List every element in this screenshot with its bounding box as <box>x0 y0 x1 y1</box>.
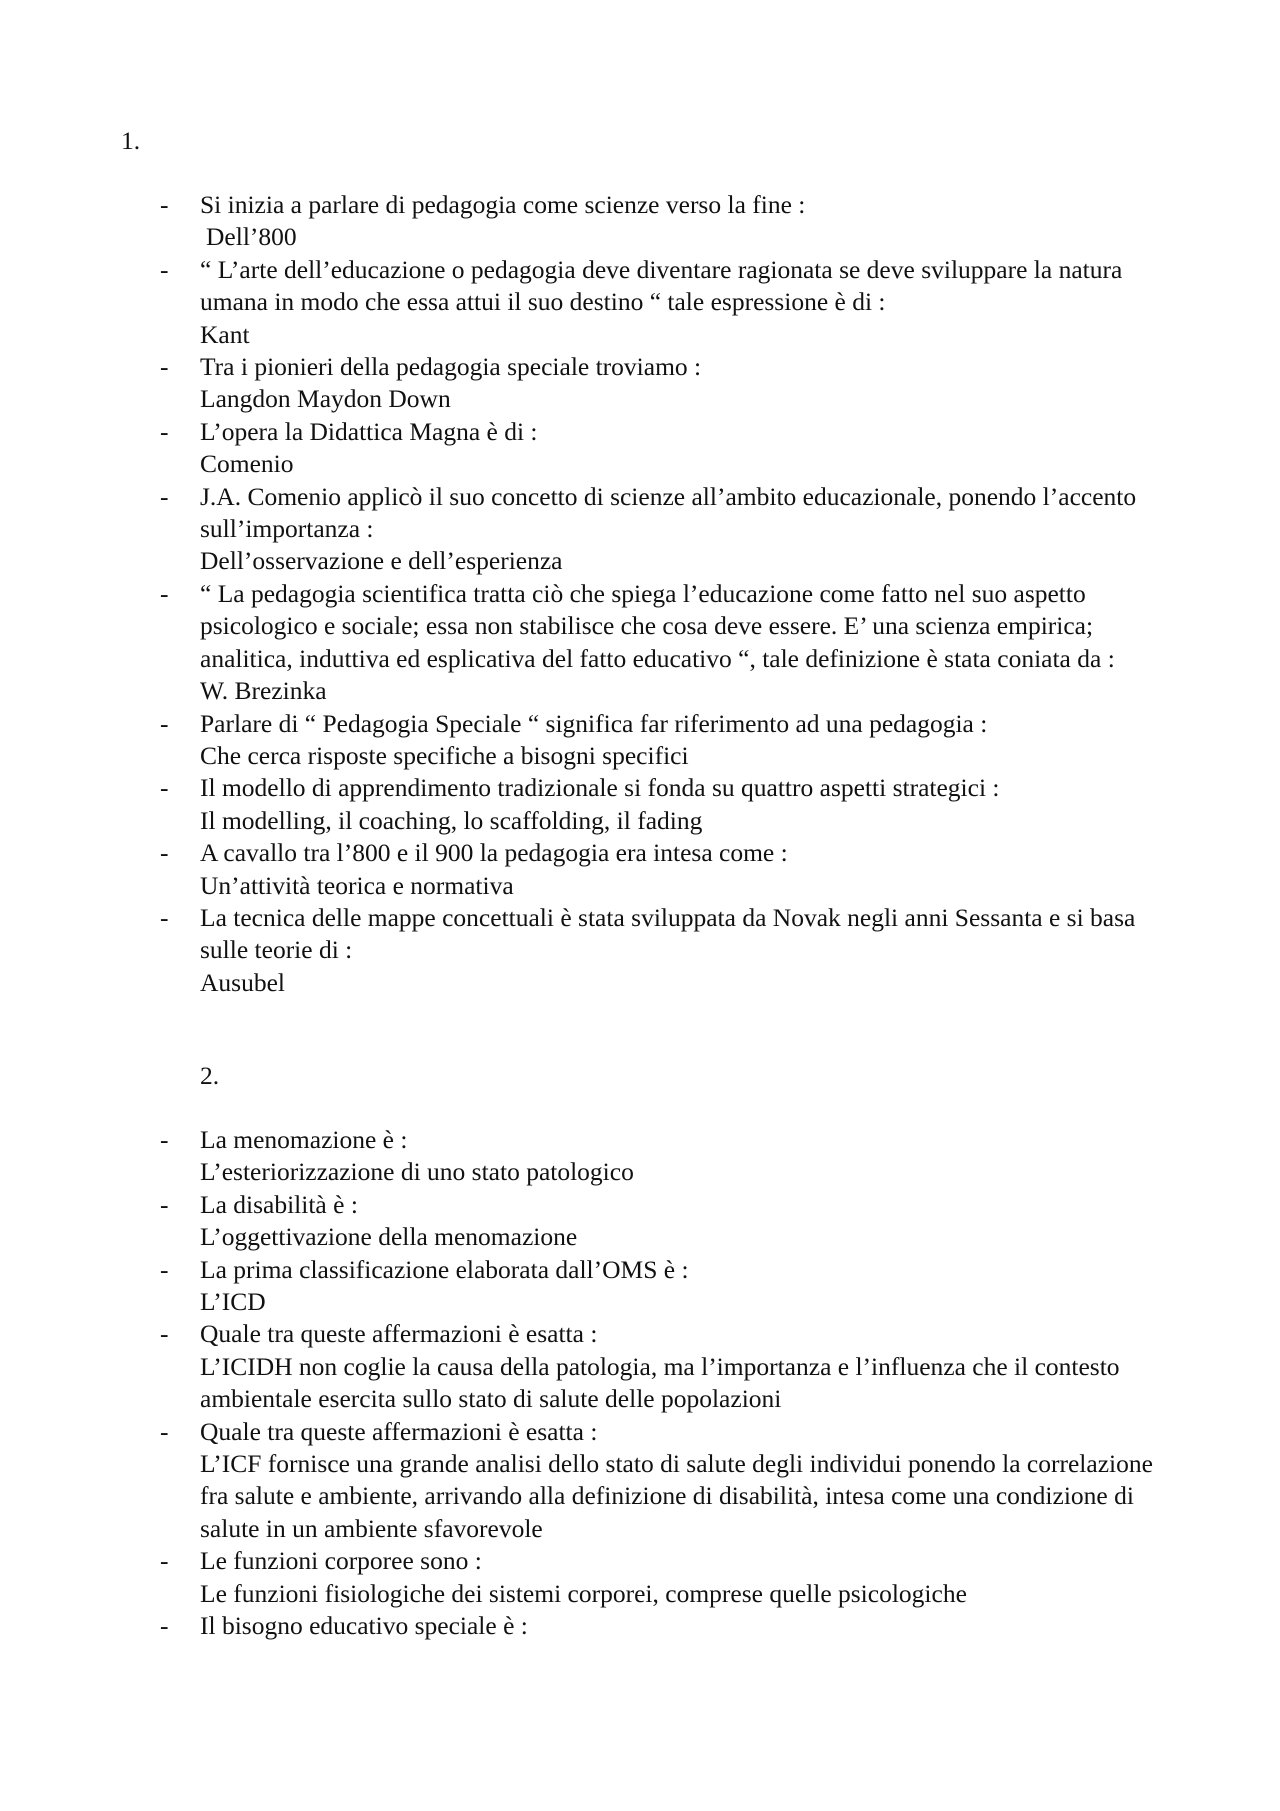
question-text: Le funzioni corporee sono : <box>200 1546 482 1576</box>
question-text: Quale tra queste affermazioni è esatta : <box>200 1319 598 1349</box>
list-item <box>0 1124 1280 1189</box>
bullet-dash: - <box>160 773 169 803</box>
question-text: La menomazione è : <box>200 1125 408 1154</box>
answer-text: Ausubel <box>200 967 285 997</box>
section-1-list <box>0 189 1280 999</box>
answer-text: L’esteriorizzazione di uno stato patologico <box>200 1157 634 1187</box>
list-item <box>0 772 1280 837</box>
list-item <box>0 1254 1280 1319</box>
list-item <box>0 1416 1280 1546</box>
answer-text: L’oggettivazione della menomazione <box>200 1222 578 1252</box>
bullet-dash: - <box>160 1254 169 1284</box>
answer-text: Un’attività teorica e normativa <box>200 870 514 900</box>
question-text: Quale tra queste affermazioni è esatta : <box>200 1416 598 1446</box>
list-item <box>0 351 1280 416</box>
list-item <box>0 416 1280 481</box>
question-text: J.A. Comenio applicò il suo concetto di scienze all’ambito educazionale, ponendo l’accento sull’importanza : <box>200 481 1137 544</box>
answer-text: W. Brezinka <box>200 676 327 706</box>
answer-text: Langdon Maydon Down <box>200 384 451 414</box>
bullet-dash: - <box>160 352 169 382</box>
question-text: L’opera la Didattica Magna è di : <box>200 416 538 446</box>
answer-text: L’ICF fornisce una grande analisi dello stato di salute degli individui ponendo la correlazione fra salute e ambiente, arrivando alla definizione di disabilità, intesa come una condizione di salute in un ambiente sfavorevole <box>200 1449 1153 1543</box>
bullet-dash: - <box>160 1611 169 1641</box>
bullet-dash: - <box>160 1546 169 1576</box>
question-text: La prima classificazione elaborata dall’OMS è : <box>200 1254 689 1284</box>
bullet-dash: - <box>160 1416 169 1446</box>
list-item <box>0 578 1280 708</box>
answer-text: Kant <box>200 319 250 349</box>
list-item <box>0 837 1280 902</box>
bullet-dash: - <box>160 578 169 608</box>
list-item <box>0 189 1280 254</box>
answer-text: Dell’800 <box>206 222 297 252</box>
question-text: A cavallo tra l’800 e il 900 la pedagogia era intesa come : <box>200 838 788 868</box>
list-item <box>0 254 1280 351</box>
question-text: La disabilità è : <box>200 1189 358 1219</box>
answer-text: L’ICIDH non coglie la causa della patologia, ma l’importanza e l’influenza che il contesto ambientale esercita sullo stato di salute delle popolazioni <box>200 1351 1120 1414</box>
question-text: Il bisogno educativo speciale è : <box>200 1611 528 1641</box>
answer-text: L’ICD <box>200 1287 266 1317</box>
bullet-dash: - <box>160 1125 169 1154</box>
bullet-dash: - <box>160 1189 169 1219</box>
list-item <box>0 1318 1280 1415</box>
question-text: Si inizia a parlare di pedagogia come scienze verso la fine : <box>200 190 806 219</box>
answer-text: Il modelling, il coaching, lo scaffolding, il fading <box>200 805 703 835</box>
bullet-dash: - <box>160 902 169 932</box>
list-item <box>0 1545 1280 1610</box>
answer-text: Che cerca risposte specifiche a bisogni specifici <box>200 740 689 770</box>
list-item <box>0 708 1280 773</box>
answer-text: Le funzioni fisiologiche dei sistemi corporei, comprese quelle psicologiche <box>200 1578 967 1608</box>
bullet-dash: - <box>160 838 169 868</box>
bullet-dash: - <box>160 190 169 219</box>
list-item <box>0 902 1280 999</box>
bullet-dash: - <box>160 1319 169 1349</box>
section-number-2: 2. <box>200 1061 220 1090</box>
question-text: Tra i pionieri della pedagogia speciale troviamo : <box>200 352 702 382</box>
bullet-dash: - <box>160 254 169 284</box>
question-text: “ L’arte dell’educazione o pedagogia deve diventare ragionata se deve sviluppare la natura umana in modo che essa attui il suo destino “ tale espressione è di : <box>200 254 1123 317</box>
answer-text: Dell’osservazione e dell’esperienza <box>200 546 563 576</box>
list-item <box>0 481 1280 578</box>
question-text: Il modello di apprendimento tradizionale si fonda su quattro aspetti strategici : <box>200 773 1000 803</box>
bullet-dash: - <box>160 708 169 738</box>
question-text: “ La pedagogia scientifica tratta ciò che spiega l’educazione come fatto nel suo aspetto psicologico e sociale; essa non stabilisce che cosa deve essere. E’ una scienza empirica; analitica, induttiva ed esplicativa del fatto educativo “, tale definizione è stata coniata da : <box>200 578 1115 673</box>
question-text: La tecnica delle mappe concettuali è stata sviluppata da Novak negli anni Sessanta e si basa sulle teorie di : <box>200 902 1136 965</box>
section-2-list <box>0 1124 1280 1643</box>
question-text: Parlare di “ Pedagogia Speciale “ significa far riferimento ad una pedagogia : <box>200 708 988 738</box>
answer-text: Comenio <box>200 449 294 479</box>
list-item <box>0 1189 1280 1254</box>
bullet-dash: - <box>160 481 169 511</box>
bullet-dash: - <box>160 416 169 446</box>
list-item <box>0 1610 1280 1642</box>
section-number-1: 1. <box>121 126 141 155</box>
